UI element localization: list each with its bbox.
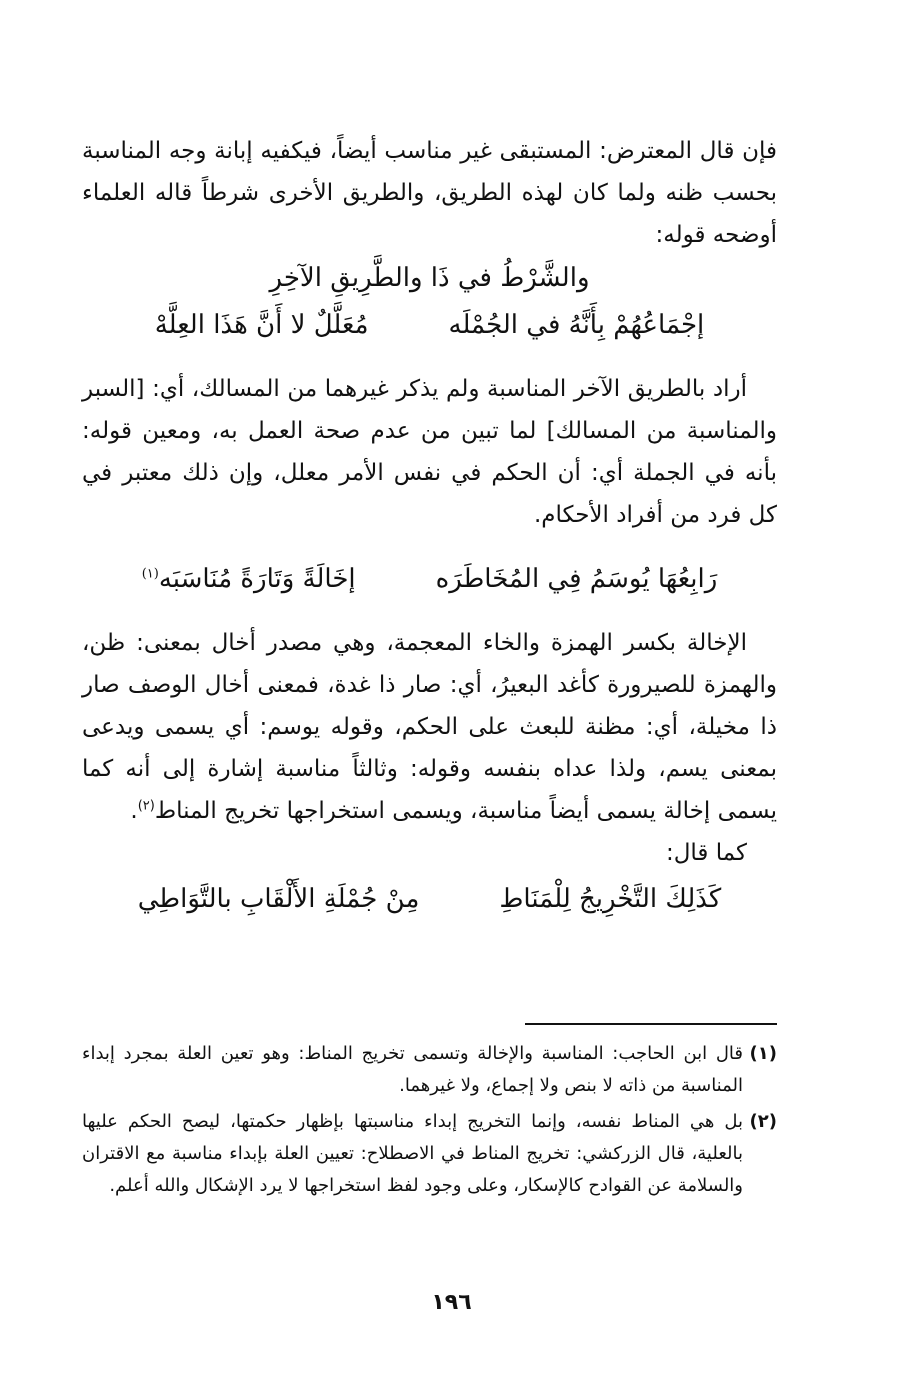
footnote-2-number: (٢) [749, 1111, 777, 1132]
footnote-1 [82, 1038, 777, 1102]
paragraph-other-path: أراد بالطريق الآخر المناسبة ولم يذكر غيرهما من المسالك، أي: [السبر والمناسبة من المسالك] لما تبين من عدم صحة العمل به، ومعين قوله: بأنه في الجملة أي: أن الحكم في نفس الأمر معلل، وإن ذلك معتبر في كل فرد من أفراد الأحكام. [82, 376, 777, 528]
footnote-divider [525, 1023, 777, 1025]
paragraph-ikhala [82, 622, 777, 832]
paragraph-objection: فإن قال المعترض: المستبقى غير مناسب أيضاً، فيكفيه إبانة وجه المناسبة بحسب ظنه ولما كان لهذه الطريق، والطريق الأخرى شرطاً قاله العلماء أوضحه قوله: [82, 138, 777, 248]
verse-2-first-hemistich: إجْمَاعُهُمْ بِأَنَّهُ في الجُمْلَه [448, 310, 705, 340]
verse-4-first-hemistich: كَذَلِكَ التَّخْرِيجُ لِلْمَنَاطِ [499, 884, 722, 914]
verse-line-3 [82, 554, 777, 604]
paragraph-ikhala-end: . [130, 798, 138, 824]
verse-3-second-hemistich [142, 554, 356, 604]
footnote-ref-2[interactable]: (٢) [137, 798, 155, 814]
footnote-ref-1[interactable]: (١) [141, 566, 159, 582]
paragraph-ikhala-text: الإخالة بكسر الهمزة والخاء المعجمة، وهي مصدر أخال بمعنى: ظن، والهمزة للصيرورة كأغد البعيرُ، أي: صار ذا غدة، فمعنى أخال الوصف صار ذا مخيلة، أي: مظنة للبعث على الحكم، وقوله يوسم: أي يسمى ويدعى بمعنى يسم، ولذا عداه بنفسه وقوله: وثالثاً مناسبة إشارة إلى أنه كما يسمى إخالة يسمى أيضاً مناسبة، ويسمى استخراجها تخريج المناط [82, 630, 777, 824]
verse-line-1: والشَّرْطُ في ذَا والطَّرِيقِ الآخِرِ [269, 263, 590, 293]
verse-2-second-hemistich: مُعَلَّلٌ لا أَنَّ هَذَا العِلَّهْ [154, 310, 369, 340]
verse-3-first-hemistich: رَابِعُهَا يُوسَمُ فِي المُخَاطَرَه [435, 564, 718, 594]
footnote-2-text: بل هي المناط نفسه، وإنما التخريج إبداء مناسبتها بإظهار حكمتها، ليصح الحكم عليها بالعلية، قال الزركشي: تخريج المناط في الاصطلاح: تعيين العلة بإبداء مناسبة مع الاقتران والسلامة عن القوادح كالإسكار، وعلى وجود لفظ استخراجها لا يرد الإشكال والله أعلم. [82, 1111, 743, 1196]
footnote-2 [82, 1106, 777, 1202]
page-body [82, 130, 777, 924]
verse-3-second-text: إخَالَةً وَتَارَةً مُنَاسَبَه [158, 564, 356, 594]
verse-4-second-hemistich: مِنْ جُمْلَةِ الأَلْقَابِ بالتَّوَاطِي [137, 884, 420, 914]
page-number: ١٩٦ [431, 1290, 472, 1315]
verse-line-2 [82, 300, 777, 350]
verse-line-4 [82, 874, 777, 924]
as-he-said-line: كما قال: [665, 840, 747, 866]
footnote-1-number: (١) [749, 1043, 777, 1064]
footnotes-section [82, 1038, 777, 1206]
footnote-1-text: قال ابن الحاجب: المناسبة والإخالة وتسمى تخريج المناط: وهو تعين العلة بمجرد إبداء المناسبة من ذاته لا بنص ولا إجماع، ولا غيرهما. [82, 1043, 743, 1096]
